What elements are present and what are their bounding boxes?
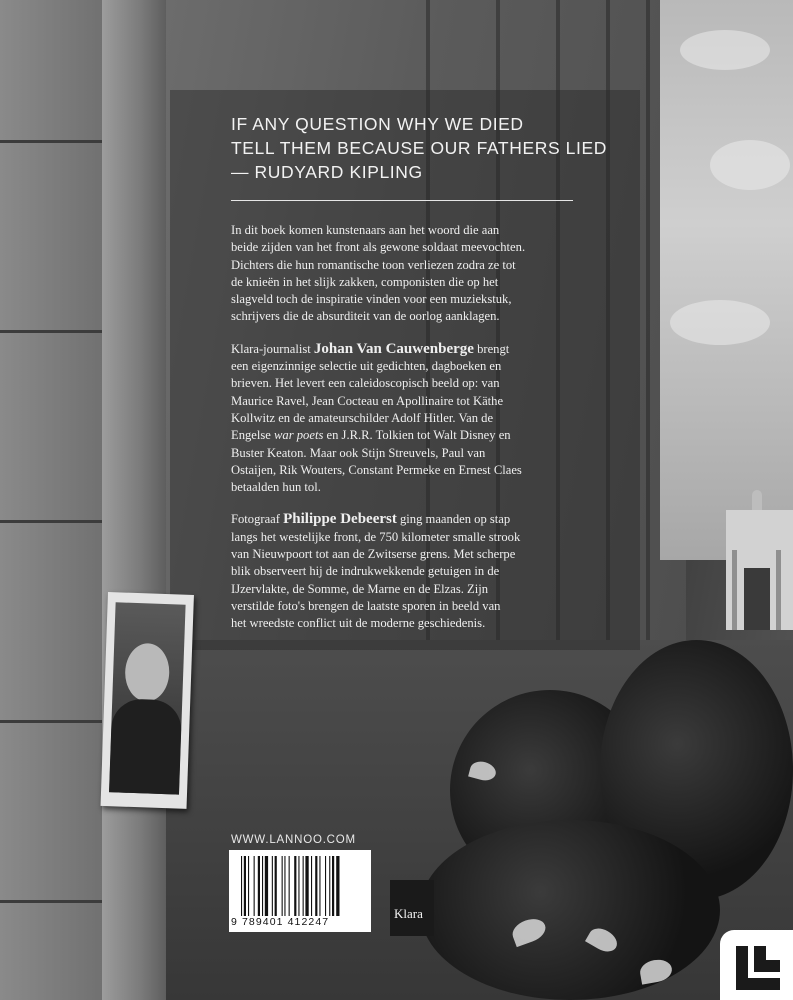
barcode-bar [303,856,304,916]
barcode-bar [311,856,312,916]
isbn-number: 9 789401 412247 [231,916,330,928]
barcode-bar [258,856,260,916]
barcode-bar [336,856,339,916]
wall-joint [0,140,110,143]
barcode-bar [319,856,320,916]
barcode-bar [332,856,334,916]
text-line [231,511,586,528]
text-line: beide zijden van het front als gewone soldaat meevochten. [231,240,526,255]
text-line: brieven. Het levert een caleidoscopisch beeld op: van [231,376,500,391]
wall-joint [0,900,110,903]
barcode-bar [244,856,246,916]
foliage [420,820,720,1000]
barcode-bar [282,856,283,916]
barcode-bar [272,856,273,916]
portrait-face [124,643,170,703]
text-fragment: en J.R.R. Tolkien tot Walt Disney en [323,428,511,443]
paragraph-intro [231,222,586,326]
text-line: In dit boek komen kunstenaars aan het woord die aan [231,223,500,237]
publisher-website[interactable]: WWW.LANNOO.COM [231,834,356,846]
text-line: verstilde foto's brengen de laatste sporen in beeld van [231,598,501,613]
barcode-bar [325,856,326,916]
barcode-bar [241,856,242,916]
lannoo-logo-icon [736,946,780,990]
text-line: Kollwitz en de amateurschilder Adolf Hitler. Van de [231,410,494,425]
divider-line [231,200,573,201]
text-fragment: brengt [473,341,510,356]
klara-logo-text: Klara [394,906,423,921]
sky [660,0,793,560]
text-fragment: ging maanden op stap [396,512,511,527]
author-name: Johan Van Cauwenberge [313,340,474,357]
text-fragment: Fotograaf [231,512,284,527]
text-line [231,427,586,444]
text-line: Dichters die hun romantische toon verliezen zodra ze tot [231,257,516,272]
text-line: betaalden hun tol. [231,480,321,495]
lannoo-corner-badge [720,930,793,1000]
barcode-bar [315,856,317,916]
cloud [710,140,790,190]
distant-building [726,510,793,630]
wall-edge [102,0,166,1000]
italic-term: war poets [274,428,324,443]
text-line: blik observeert hij de indrukwekkende getuigen in de [231,564,500,579]
text-line [231,341,586,358]
quote-line: IF ANY QUESTION WHY WE DIED [231,114,524,134]
barcode-bar [265,856,268,916]
text-fragment: Klara-journalist [231,341,314,356]
quote-line: TELL THEM BECAUSE OUR FATHERS LIED [231,138,607,158]
klara-logo [390,880,434,936]
pinned-portrait-photo [101,592,194,809]
barcode-bar [294,856,296,916]
barcode-bar [284,856,285,916]
barcode-bar [254,856,255,916]
isbn-barcode [229,850,371,932]
kipling-quote [231,112,607,184]
barcode-bar [262,856,263,916]
text-line: langs het westelijke front, de 750 kilometer smalle strook [231,529,521,544]
text-line: van Nieuwpoort tot aan de Zwitserse grens. Met scherpe [231,547,516,562]
wall-joint [0,720,110,723]
text-line: een eigenzinnige selectie uit gedichten, dagboeken en [231,359,502,374]
wall-joint [0,520,110,523]
text-line: schrijvers die de absurditeit van de oorlog aanklagen. [231,309,500,324]
cloud [680,30,770,70]
building-column [776,550,781,630]
barcode-bar [275,856,277,916]
text-line: het wreedste conflict uit de moderne geschiedenis. [231,616,486,631]
barcode-bar [329,856,330,916]
building-door [744,568,770,630]
photographer-name: Philippe Debeerst [283,511,397,528]
barcode-bars [241,856,367,916]
blurb [231,222,586,648]
text-line: de knieën in het slijk zakken, componisten die op het [231,274,499,289]
barcode-bar [248,856,249,916]
building-column [732,550,737,630]
cloud [670,300,770,345]
text-line: Maurice Ravel, Jean Cocteau en Apollinaire tot Käthe [231,393,504,408]
text-line: Buster Keaton. Maar ook Stijn Streuvels, Paul van [231,445,486,460]
building-dome [752,490,762,512]
barcode-bar [289,856,290,916]
text-line: Ostaijen, Rik Wouters, Constant Permeke en Ernest Claes [231,462,522,477]
wall-pillar [646,0,650,640]
portrait-image [109,602,186,794]
portrait-uniform [109,698,182,794]
wall-joint [0,330,110,333]
paragraph-author [231,341,586,497]
paragraph-photographer [231,511,586,632]
stone-wall-left [0,0,110,1000]
barcode-bar [298,856,299,916]
text-line: slagveld toch de inspiratie vinden voor een muziekstuk, [231,292,512,307]
text-fragment: Engelse [231,428,275,443]
barcode-bar [305,856,308,916]
text-line: IJzervlakte, de Somme, de Marne en de Elzas. Zijn [231,581,489,596]
quote-attribution: — RUDYARD KIPLING [231,162,423,182]
